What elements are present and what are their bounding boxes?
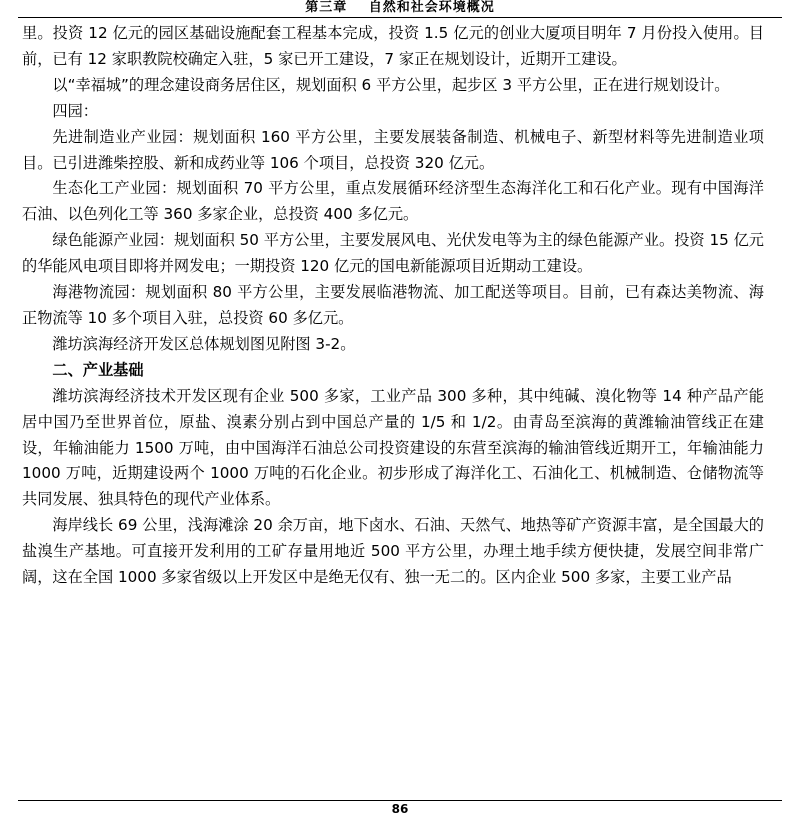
paragraph: 潍坊滨海经济技术开发区现有企业 500 多家，工业产品 300 多种，其中纯碱、溴化物等 14 种产品产能居中国乃至世界首位，原盐、溴素分别占到中国总产量的 1/5 和 1/2。由青岛至滨海的黄潍输油管线正在建设，年输油能力 1500 万吨，由中国海洋石油总公司投资建设的东营至滨海的输油管线近期开工，年输油能力 1000 万吨，近期建设两个 1000 万吨的石化企业。初步形成了海洋化工、石油化工、机械制造、仓储物流等共同发展、独具特色的现代产业体系。 xyxy=(22,386,764,509)
chapter-label: 第三章 xyxy=(305,0,348,15)
chapter-title: 自然和社会环境概况 xyxy=(368,0,495,15)
paragraph: 四园： xyxy=(52,101,98,120)
paragraph: 以“幸福城”的理念建设商务居住区，规划面积 6 平方公里，起步区 3 平方公里，正在进行规划设计。 xyxy=(52,75,730,94)
paragraph: 海岸线长 69 公里，浅海滩涂 20 余万亩，地下卤水、石油、天然气、地热等矿产资源丰富，是全国最大的盐溴生产基地。可直接开发利用的工矿存量用地近 500 平方公里，办理土地手续方便快捷，发展空间非常广阔，这在全国 1000 多家省级以上开发区中是绝无仅有、独一无二的。区内企业 500 多家，主要工业产品 xyxy=(22,516,764,587)
paragraph: 潍坊滨海经济开发区总体规划图见附图 3-2。 xyxy=(52,334,356,353)
paragraph: 海港物流园：规划面积 80 平方公里，主要发展临港物流、加工配送等项目。目前，已有森达美物流、海正物流等 10 多个项目入驻，总投资 60 多亿元。 xyxy=(22,283,764,327)
page-header xyxy=(18,0,782,18)
page-footer xyxy=(18,800,782,817)
paragraph: 绿色能源产业园：规划面积 50 平方公里，主要发展风电、光伏发电等为主的绿色能源产业。投资 15 亿元的华能风电项目即将并网发电；一期投资 120 亿元的国电新能源项目近期动工建设。 xyxy=(22,231,764,276)
paragraph: 里。投资 12 亿元的园区基础设施配套工程基本完成，投资 1.5 亿元的创业大厦项目明年 7 月份投入使用。目前，已有 12 家职教院校确定入驻，5 家已开工建设，7 家正在规划设计，近期开工建设。 xyxy=(22,24,764,68)
paragraph: 生态化工产业园：规划面积 70 平方公里，重点发展循环经济型生态海洋化工和石化产业。现有中国海洋石油、以色列化工等 360 多家企业，总投资 400 多亿元。 xyxy=(22,179,764,224)
page-number: 86 xyxy=(391,802,409,816)
document-body xyxy=(22,21,764,591)
paragraph: 先进制造业产业园：规划面积 160 平方公里，主要发展装备制造、机械电子、新型材料等先进制造业项目。已引进潍柴控股、新和成药业等 106 个项目，总投资 320 亿元。 xyxy=(22,127,764,172)
section-heading: 二、产业基础 xyxy=(52,360,144,379)
